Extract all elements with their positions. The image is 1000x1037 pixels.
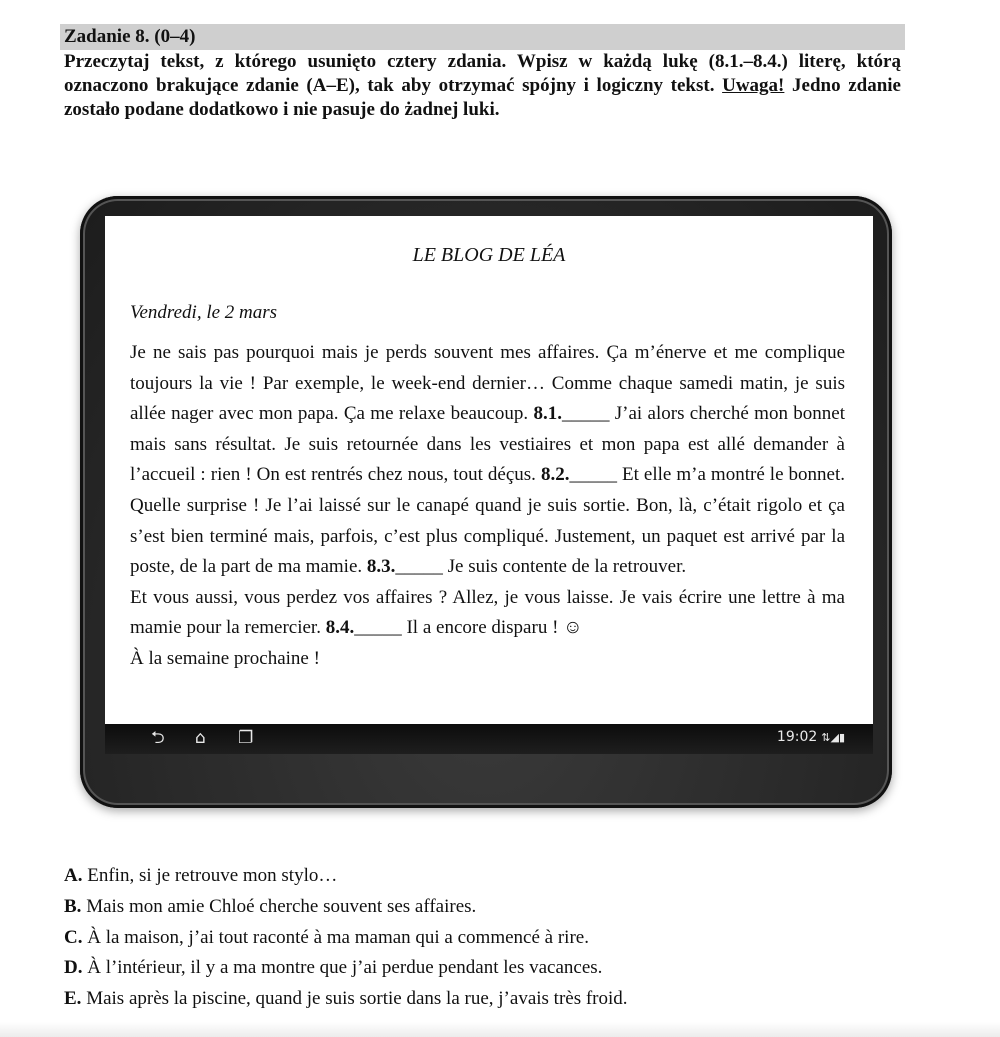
blog-paragraph — [130, 338, 845, 583]
answer-options — [64, 861, 944, 1015]
instructions-text: Przeczytaj tekst, z którego usunięto cztery zdania. Wpisz w każdą lukę (8.1.–8.4.) literę, którą oznaczono brakujące zdanie (A–E), tak aby otrzymać spójny i logiczny tekst. — [64, 51, 901, 96]
option-letter: B. — [64, 895, 82, 917]
task-header — [60, 24, 905, 122]
android-nav-bar — [105, 724, 873, 754]
gap-blank-8-1[interactable]: _____ — [561, 403, 610, 425]
blog-text: Et elle m’a montré le bonnet. Quelle surprise ! Je l’ai laissé sur le canapé quand je suis sortie. Bon, là, c’était rigolo et ça s’est bien terminé mais, parfois, c’est plus compliqué. Justement, un paquet est arrivé par la poste, de la part de ma mamie. — [130, 464, 845, 578]
option-letter: C. — [64, 926, 83, 948]
option-text: À la maison, j’ai tout raconté à ma maman qui a commencé à rire. — [82, 926, 589, 948]
task-title: Zadanie 8. (0–4) — [60, 24, 905, 50]
option-a — [64, 861, 944, 892]
blog-body — [130, 338, 845, 675]
page-bottom-edge — [0, 1022, 1000, 1037]
blog-date: Vendredi, le 2 mars — [130, 302, 278, 323]
gap-label-8-2: 8.2. — [540, 464, 570, 486]
uwaga-label: Uwaga! — [722, 75, 785, 96]
tablet-screen — [105, 216, 873, 724]
blog-text: Je suis contente de la retrouver. — [442, 556, 687, 578]
tablet-frame — [80, 196, 892, 808]
gap-label-8-4: 8.4. — [325, 617, 355, 639]
blog-paragraph — [130, 583, 845, 644]
gap-label-8-1: 8.1. — [533, 403, 562, 425]
blog-text: J’ai alors cherché mon bonnet mais sans résultat. Je suis retournée dans les vestiaires et mon papa est allé demander à l’accueil : rien ! On est rentrés chez nous, tout déçus. — [130, 403, 845, 486]
gap-blank-8-3[interactable]: _____ — [395, 556, 443, 578]
option-text: À l’intérieur, il y a ma montre que j’ai perdue pendant les vacances. — [82, 957, 603, 979]
option-text: Mais mon amie Chloé cherche souvent ses affaires. — [81, 895, 477, 917]
gap-label-8-3: 8.3. — [366, 556, 396, 578]
recent-apps-icon[interactable]: ❐ — [238, 728, 254, 748]
back-icon[interactable]: ⮌ — [151, 728, 165, 748]
blog-signoff: À la semaine prochaine ! — [130, 647, 320, 669]
gap-blank-8-4[interactable]: _____ — [354, 617, 402, 639]
status-area — [777, 729, 845, 745]
option-e — [64, 984, 944, 1015]
signal-battery-icon: ⇅◢▮ — [821, 731, 845, 744]
option-letter: D. — [64, 957, 83, 979]
option-letter: E. — [64, 988, 82, 1010]
home-icon[interactable]: ⌂ — [195, 728, 206, 748]
blog-title: LE BLOG DE LÉA — [412, 244, 566, 266]
uwaga-text: Jedno zdanie zostało podane dodatkowo i nie pasuje do żadnej luki. — [64, 75, 901, 120]
option-c — [64, 923, 944, 954]
option-b — [64, 892, 944, 923]
option-letter: A. — [64, 865, 83, 886]
blog-text: Et vous aussi, vous perdez vos affaires ? Allez, je vous laisse. Je vais écrire une lettre à ma mamie pour la remercier. — [130, 586, 845, 639]
task-instructions — [60, 50, 905, 122]
status-time: 19:02 — [776, 729, 818, 745]
option-d — [64, 953, 944, 984]
blog-text: Je ne sais pas pourquoi mais je perds souvent mes affaires. Ça m’énerve et me complique toujours la vie ! Par exemple, le week-end dernier… Comme chaque samedi matin, je suis allée nager avec mon papa. Ça me relaxe beaucoup. — [130, 342, 845, 425]
gap-blank-8-2[interactable]: _____ — [569, 464, 617, 486]
blog-text: Il a encore disparu ! ☺ — [401, 617, 583, 639]
option-text: Mais après la piscine, quand je suis sortie dans la rue, j’avais très froid. — [81, 988, 628, 1010]
option-text: Enfin, si je retrouve mon stylo… — [82, 865, 338, 886]
